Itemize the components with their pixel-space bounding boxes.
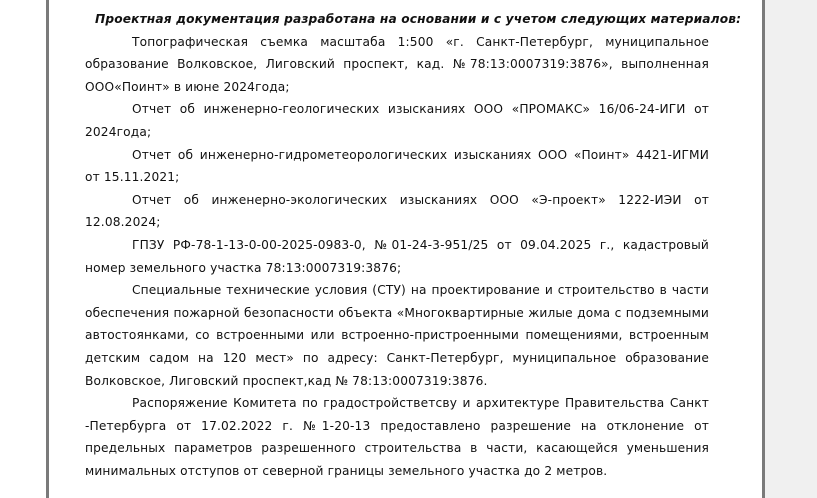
paragraph-geological-report: Отчет об инженерно-геологических изысканиях ООО «ПРОМАКС» 16/06-24-ИГИ от 2024года; [85, 102, 709, 139]
document-page [49, 0, 762, 498]
paragraph-stu: Специальные технические условия (СТУ) на проектирование и строительство в части обеспечения пожарной безопасности объекта «Многоквартирные жилые дома с подземными автостоянками, со встроенными или встроенно-пристроенными помещениями, встроенным детским садом на 120 мест» по адресу: Санкт-Петербург, муниципальное образование Волковское, Лиговский проспект,кад № 78:13:0007319:3876. [85, 283, 709, 388]
paragraph-gpzu: ГПЗУ РФ-78-1-13-0-00-2025-0983-0, №01-24-3-951/25 от 09.04.2025 г., кадастровый номер земельного участка 78:13:0007319:3876; [85, 237, 709, 275]
paragraph-hydrometeorological-report: Отчет об инженерно-гидрометеорологических изысканиях ООО «Поинт» 4421-ИГМИ от 15.11.2021; [85, 147, 709, 185]
paragraph-topographic-survey: Топографическая съемка масштаба 1:500 «г. Санкт-Петербург, муниципальное образование Волковское, Лиговский проспект, кад. №78:13:0007319:3876», выполненная ООО«Поинт» в июне 2024года; [85, 34, 709, 94]
right-margin [765, 0, 817, 498]
paragraph-committee-order: Распоряжение Комитета по градостройстветсву и архитектуре Правительства Санкт -Петербурга от 17.02.2022 г. №1-20-13 предоставлено разрешение на отклонение от предельных параметров разрешенного строительства в части, касающейся уменьшения минимальных отступов от северной границы земельного участка до 2 метров. [85, 396, 709, 478]
section-heading: Проектная документация разработана на основании и с учетом следующих материалов: [95, 12, 742, 26]
left-margin [0, 0, 47, 498]
document-body [85, 8, 742, 482]
paragraph-ecological-report: Отчет об инженерно-экологических изысканиях ООО «Э-проект» 1222-ИЭИ от 12.08.2024; [85, 192, 709, 230]
